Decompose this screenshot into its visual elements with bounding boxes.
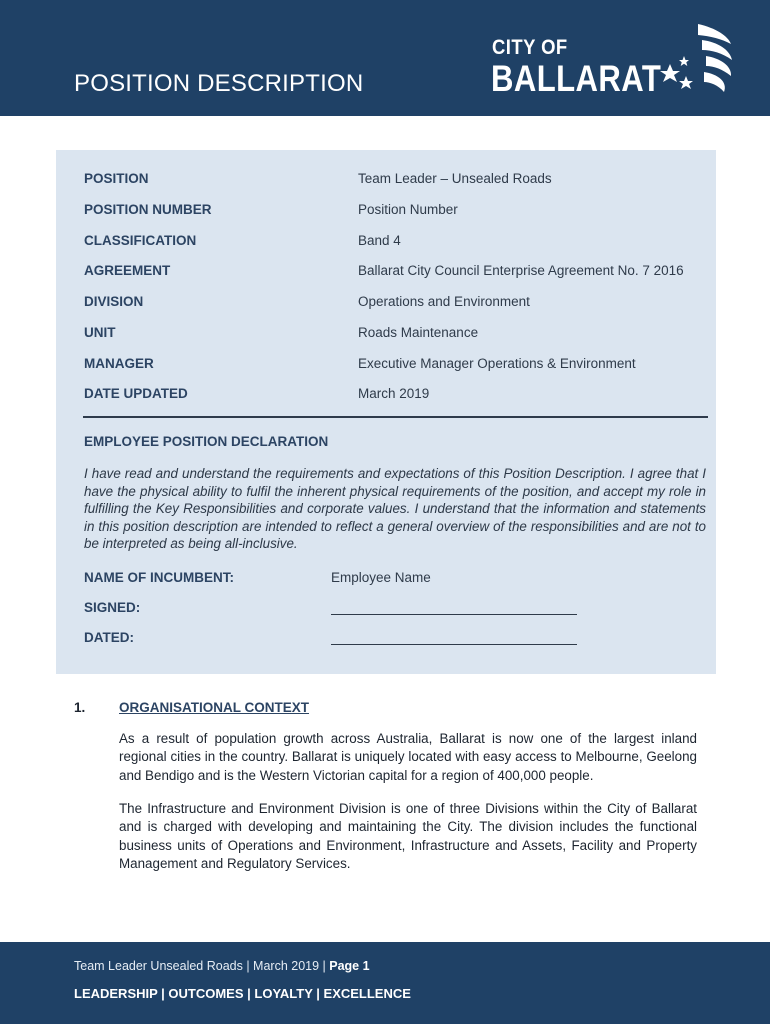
footer-values: LEADERSHIP | OUTCOMES | LOYALTY | EXCELLENCE	[74, 986, 411, 1001]
date-line[interactable]	[331, 644, 577, 645]
dated-label: DATED:	[84, 630, 134, 645]
detail-value: Ballarat City Council Enterprise Agreement No. 7 2016	[358, 263, 684, 278]
incumbent-name-field[interactable]: Employee Name	[331, 570, 431, 585]
signature-line[interactable]	[331, 614, 577, 615]
detail-label: CLASSIFICATION	[84, 233, 197, 248]
footer-doc-info	[74, 959, 370, 973]
declaration-heading: EMPLOYEE POSITION DECLARATION	[84, 434, 329, 449]
position-details-panel	[56, 150, 716, 674]
paragraph: As a result of population growth across Australia, Ballarat is now one of the largest inland regional cities in the country. Ballarat is uniquely located with easy access to Melbourne, Geelong and Bendigo and is the Western Victorian capital for a region of 400,000 people.	[119, 731, 697, 783]
detail-value: Operations and Environment	[358, 294, 530, 309]
page-header	[0, 0, 770, 116]
detail-label: POSITION NUMBER	[84, 202, 212, 217]
detail-value: Executive Manager Operations & Environment	[358, 356, 636, 371]
logo-text-city-of: CITY OF	[492, 36, 568, 59]
paragraph: The Infrastructure and Environment Division is one of three Divisions within the City of Ballarat and is charged with developing and maintaining the City. The division includes the functional business units of Operations and Environment, Infrastructure and Assets, Facility and Property Management and Regulatory Services.	[119, 801, 697, 871]
document-title: POSITION DESCRIPTION	[74, 70, 364, 97]
detail-label: POSITION	[84, 171, 149, 186]
detail-value: Position Number	[358, 202, 458, 217]
detail-value: Team Leader – Unsealed Roads	[358, 171, 552, 186]
footer-doc-info-text: Team Leader Unsealed Roads | March 2019 |	[74, 959, 330, 973]
page-footer	[0, 942, 770, 1024]
section-title: ORGANISATIONAL CONTEXT	[119, 700, 310, 715]
declaration-text: I have read and understand the requirements and expectations of this Position Description. I agree that I have the physical ability to fulfil the inherent physical requirements of the position, and accept my role in fulfilling the Key Responsibilities and corporate values. I understand that the information and statements in this position description are intended to reflect a general overview of the responsibilities and are not to be interpreted as being all-inclusive.	[84, 466, 706, 552]
city-of-ballarat-logo	[490, 18, 740, 102]
detail-value: Band 4	[358, 233, 401, 248]
signed-label: SIGNED:	[84, 600, 141, 615]
footer-page-number: Page 1	[329, 959, 370, 973]
detail-value: Roads Maintenance	[358, 325, 479, 340]
southern-cross-swirl-icon	[658, 20, 738, 100]
detail-label: DATE UPDATED	[84, 386, 188, 401]
detail-label: UNIT	[84, 325, 116, 340]
logo-text-ballarat: BALLARAT	[491, 58, 662, 99]
detail-label: AGREEMENT	[84, 263, 171, 278]
section-divider	[83, 416, 708, 418]
detail-label: DIVISION	[84, 294, 144, 309]
detail-value: March 2019	[358, 386, 430, 401]
incumbent-label: NAME OF INCUMBENT:	[84, 570, 234, 585]
section-number: 1.	[74, 700, 86, 715]
detail-label: MANAGER	[84, 356, 154, 371]
